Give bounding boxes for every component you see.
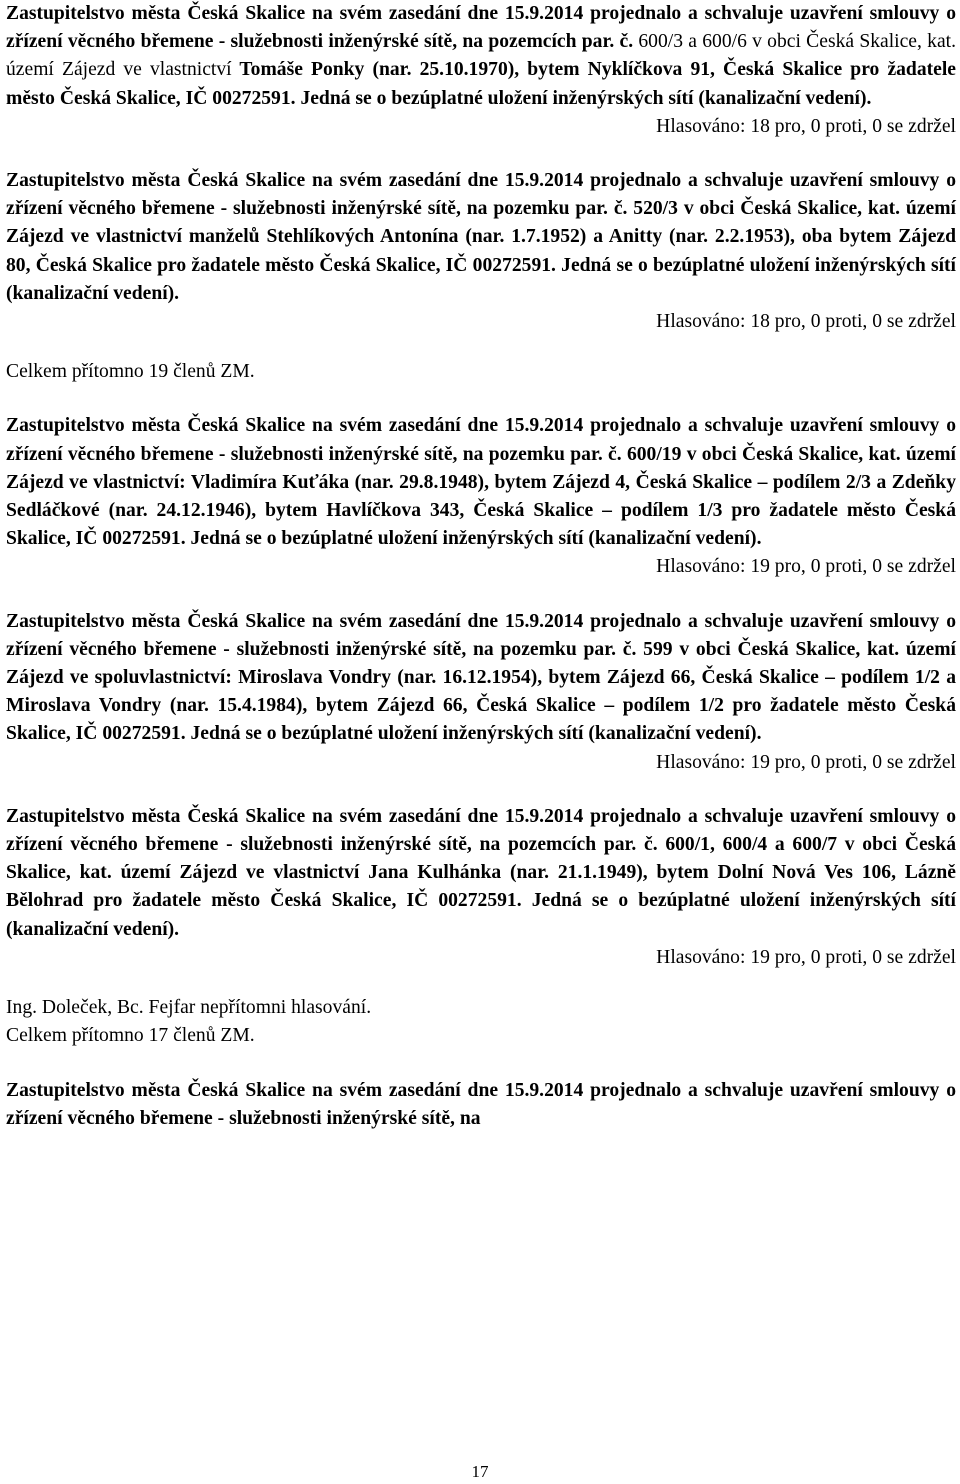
resolution-text-bold: Zastupitelstvo města Česká Skalice na svém zasedání dne 15.9.2014 projednalo a schvaluje uzavření smlouvy o zřízení věcného břemene - služebnosti inženýrské sítě, na pozemcích par. č. (6, 3, 956, 53)
spacer (6, 336, 956, 358)
resolution-paragraph (6, 0, 956, 113)
vote-result: Hlasováno: 18 pro, 0 proti, 0 se zdržel (656, 115, 956, 137)
attendance-note: Celkem přítomno 17 členů ZM. (6, 1025, 255, 1047)
resolution-paragraph (6, 412, 956, 553)
spacer (6, 972, 956, 994)
spacer (6, 1051, 956, 1077)
resolution-text-bold: Tomáše Ponky (nar. 25.10.1970), bytem Nyklíčkova 91, Česká Skalice pro žadatele město Česká Skalice, IČ 00272591. Jedná se o bezúplatné uložení inženýrských sítí (kanalizační vedení). (6, 59, 956, 109)
resolution-text-bold: Zastupitelstvo města Česká Skalice na svém zasedání dne 15.9.2014 projednalo a schvaluje uzavření smlouvy o zřízení věcného břemene - služebnosti inženýrské sítě, na pozemcích par. č. 600/1, 600/4 a 600/7 v obci Česká Skalice, kat. území Zájezd ve vlastnictví Jana Kulhánka (nar. 21.1.1949), bytem Dolní Nová Ves 106, Lázně Bělohrad pro žadatele město Česká Skalice, IČ 00272591. Jedná se o bezúplatné uložení inženýrských sítí (kanalizační vedení). (6, 805, 956, 940)
spacer (6, 141, 956, 167)
vote-result: Hlasováno: 19 pro, 0 proti, 0 se zdržel (656, 946, 956, 968)
resolution-text-bold: Zastupitelstvo města Česká Skalice na svém zasedání dne 15.9.2014 projednalo a schvaluje uzavření smlouvy o zřízení věcného břemene - služebnosti inženýrské sítě, na pozemku par. č. 600/19 v obci Česká Skalice, kat. území Zájezd ve vlastnictví: Vladimíra Kuťáka (nar. 29.8.1948), bytem Zájezd 4, Česká Skalice – podílem 2/3 a Zdeňky Sedláčkové (nar. 24.12.1946), bytem Havlíčkova 343, Česká Skalice – podílem 1/3 pro žadatele město Česká Skalice, IČ 00272591. Jedná se o bezúplatné uložení inženýrských sítí (kanalizační vedení). (6, 415, 956, 550)
resolution-paragraph (6, 1077, 956, 1133)
document-page (6, 0, 956, 1484)
resolution-paragraph (6, 803, 956, 944)
resolution-text-regular: 600/3 a 600/6 v obci Česká Skalice, kat. území Zájezd ve vlastnictví (6, 31, 956, 81)
resolution-paragraph (6, 608, 956, 749)
page-number: 17 (471, 1462, 489, 1481)
vote-result: Hlasováno: 19 pro, 0 proti, 0 se zdržel (656, 751, 956, 773)
spacer (6, 582, 956, 608)
resolution-paragraph (6, 167, 956, 308)
spacer (6, 777, 956, 803)
spacer (6, 386, 956, 412)
resolution-text-bold: Zastupitelstvo města Česká Skalice na svém zasedání dne 15.9.2014 projednalo a schvaluje uzavření smlouvy o zřízení věcného břemene - služebnosti inženýrské sítě, na pozemku par. č. 599 v obci Česká Skalice, kat. území Zájezd ve spoluvlastnictví: Miroslava Vondry (nar. 16.12.1954), bytem Zájezd 66, Česká Skalice – podílem 1/2 a Miroslava Vondry (nar. 15.4.1984), bytem Zájezd 66, Česká Skalice – podílem 1/2 pro žadatele město Česká Skalice, IČ 00272591. Jedná se o bezúplatné uložení inženýrských sítí (kanalizační vedení). (6, 610, 956, 745)
vote-result: Hlasováno: 18 pro, 0 proti, 0 se zdržel (656, 311, 956, 333)
resolution-text-bold: Zastupitelstvo města Česká Skalice na svém zasedání dne 15.9.2014 projednalo a schvaluje uzavření smlouvy o zřízení věcného břemene - služebnosti inženýrské sítě, na pozemku par. č. 520/3 v obci Česká Skalice, kat. území Zájezd ve vlastnictví manželů Stehlíkových Antonína (nar. 1.7.1952) a Anitty (nar. 2.2.1953), oba bytem Zájezd 80, Česká Skalice pro žadatele město Česká Skalice, IČ 00272591. Jedná se o bezúplatné uložení inženýrských sítí (kanalizační vedení). (6, 170, 956, 304)
vote-result: Hlasováno: 19 pro, 0 proti, 0 se zdržel (656, 556, 956, 578)
attendance-note: Celkem přítomno 19 členů ZM. (6, 361, 255, 383)
resolution-text-bold: Zastupitelstvo města Česká Skalice na svém zasedání dne 15.9.2014 projednalo a schvaluje uzavření smlouvy o zřízení věcného břemene - služebnosti inženýrské sítě, na (6, 1079, 956, 1129)
absence-note: Ing. Doleček, Bc. Fejfar nepřítomni hlasování. (6, 997, 372, 1019)
